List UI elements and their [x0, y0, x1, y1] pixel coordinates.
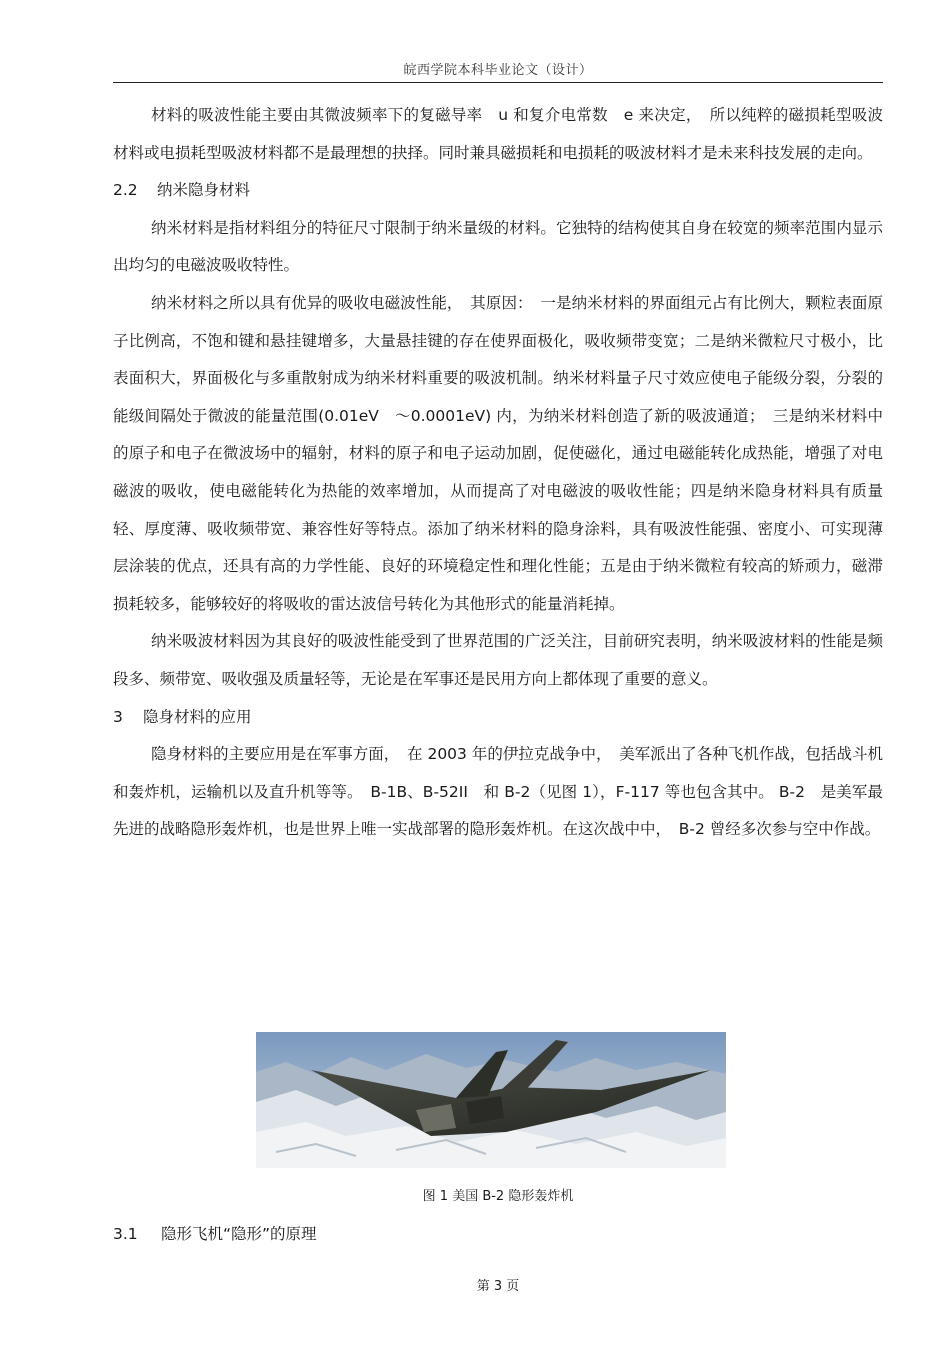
paragraph-nano-definition: 纳米材料是指材料组分的特征尺寸限制于纳米量级的材料。它独特的结构使其自身在较宽的频率范围内显示出均匀的电磁波吸收特性。 [113, 218, 883, 275]
figure-caption: 图 1 美国 B-2 隐形轰炸机 [422, 1189, 574, 1204]
section-number: 3 [113, 707, 123, 726]
paragraph-absorption-properties: 材料的吸波性能主要由其微波频率下的复磁导率 u 和复介电常数 e 来决定， 所以纯粹的磁损耗型吸波材料或电损耗型吸波材料都不是最理想的抉择。同时兼具磁损耗和电损耗的吸波材料才是未来科技发展的走向。 [113, 106, 883, 162]
body-text [113, 97, 883, 849]
figure-stealth-aircraft-photo [256, 1032, 726, 1168]
section-title: 纳米隐身材料 [157, 181, 251, 200]
section-title: 隐形飞机“隐形”的原理 [161, 1225, 317, 1243]
paragraph-nano-mechanism: 纳米材料之所以具有优异的吸收电磁波性能， 其原因： 一是纳米材料的界面组元占有比例大，颗粒表面原子比例高，不饱和键和悬挂键增多，大量悬挂键的存在使界面极化，吸收频带变宽；二是纳米微粒尺寸极小，比表面积大，界面极化与多重散射成为纳米材料重要的吸波机制。纳米材料量子尺寸效应使电子能级分裂，分裂的能级间隔处于微波的能量范围(0.01eV ～0.0001eV) 内，为纳米材料创造了新的吸波通道； 三是纳米材料中的原子和电子在微波场中的辐射，材料的原子和电子运动加剧，促使磁化，通过电磁能转化成热能，增强了对电磁波的吸收，使电磁能转化为热能的效率增加，从而提高了对电磁波的吸收性能；四是纳米隐身材料具有质量轻、厚度薄、吸收频带宽、兼容性好等特点。添加了纳米材料的隐身涂料，具有吸波性能强、密度小、可实现薄层涂装的优点，还具有高的力学性能、良好的环境稳定性和理化性能；五是由于纳米微粒有较高的矫顽力，磁滞损耗较多，能够较好的将吸收的雷达波信号转化为其他形式的能量消耗掉。 [113, 293, 883, 613]
header-rule [113, 82, 883, 83]
paragraph-military-application: 隐身材料的主要应用是在军事方面， 在 2003 年的伊拉克战争中， 美军派出了各种飞机作战，包括战斗机和轰炸机，运输机以及直升机等等。 B-1B、B-52II 和 B-2（见图 1），F-117 等也包含其中。 B-2 是美军最先进的战略隐形轰炸机，也是世界上唯一实战部署的隐形轰炸机。在这次战中中， B-2 曾经多次参与空中作战。 [113, 745, 883, 839]
section-heading-3-1 [113, 1218, 883, 1250]
running-header: 皖西学院本科毕业论文（设计） [403, 63, 593, 78]
section-heading-2-2 [113, 172, 883, 210]
page-number: 第 3 页 [476, 1279, 520, 1294]
section-number: 3.1 [113, 1225, 138, 1243]
section-heading-3 [113, 699, 883, 737]
paragraph-nano-significance: 纳米吸波材料因为其良好的吸波性能受到了世界范围的广泛关注，目前研究表明，纳米吸波材料的性能是频段多、频带宽、吸收强及质量轻等，无论是在军事还是民用方向上都体现了重要的意义。 [113, 632, 883, 688]
section-number: 2.2 [113, 181, 138, 200]
stealth-aircraft-image [256, 1032, 726, 1168]
section-title: 隐身材料的应用 [143, 707, 252, 726]
